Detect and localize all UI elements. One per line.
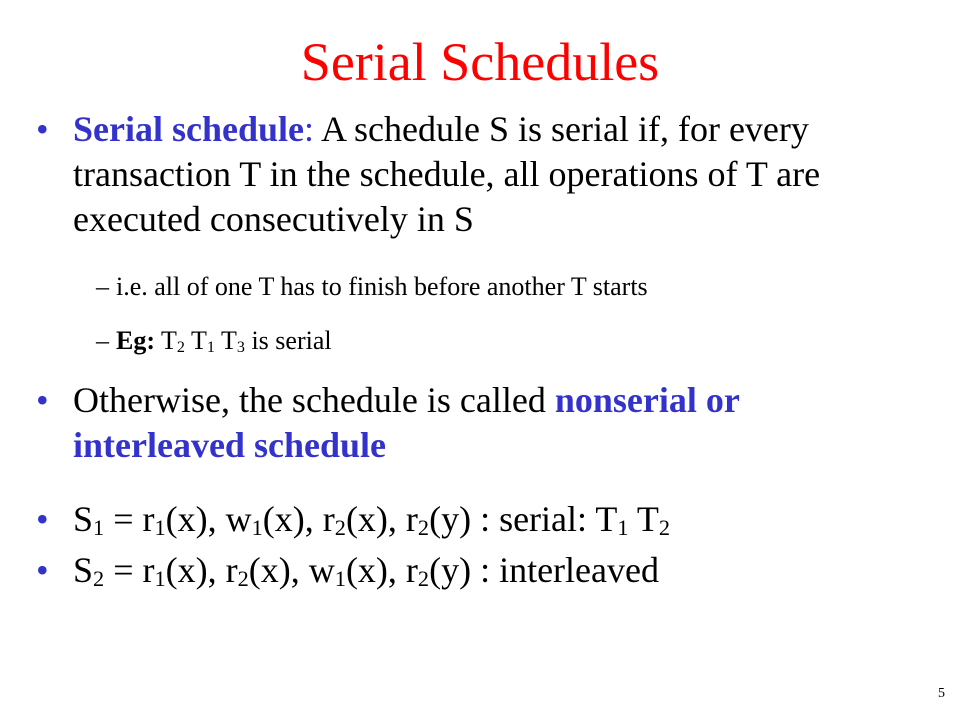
tx-subscript: 2	[176, 338, 185, 356]
op-name: r	[322, 499, 335, 539]
order-tx: T	[636, 499, 659, 539]
term-serial-schedule: Serial schedule	[73, 109, 304, 149]
schedule-subscript: 1	[93, 515, 105, 541]
page-number: 5	[938, 686, 945, 701]
bullet-text	[73, 107, 916, 242]
bullet-marker: •	[36, 550, 49, 590]
op-arg: (y)	[429, 499, 472, 539]
op-tx: 2	[334, 515, 346, 541]
op-name: r	[142, 499, 155, 539]
schedule-subscript: 2	[93, 566, 105, 592]
schedule-name: S	[73, 499, 94, 539]
op-tx: 1	[251, 515, 263, 541]
bullet-schedule-s2	[36, 548, 916, 593]
order-subscript: 1	[617, 515, 629, 541]
bullet-nonserial	[36, 378, 916, 468]
op-tx: 1	[334, 566, 346, 592]
bullet-marker: •	[36, 109, 49, 149]
tx-name: T	[221, 326, 237, 355]
bullet-serial-definition	[36, 107, 916, 242]
equals-sign: =	[104, 550, 143, 590]
sub-bullet-text	[116, 325, 916, 357]
sub-bullet-text: i.e. all of one T has to finish before another T starts	[116, 272, 648, 301]
op-arg: (y)	[429, 550, 472, 590]
tx-subscript: 3	[236, 338, 245, 356]
tx-name: T	[191, 326, 207, 355]
example-tail: is serial	[244, 326, 332, 355]
op-sep: ,	[387, 550, 406, 590]
bullet-marker: •	[36, 499, 49, 539]
equals-sign: =	[104, 499, 143, 539]
term-colon: :	[304, 109, 315, 149]
order-subscript: 2	[658, 515, 671, 541]
op-arg: (x)	[165, 499, 208, 539]
tx-subscript: 1	[206, 338, 215, 356]
sub-bullet-finish-before	[96, 271, 916, 303]
slide-title: Serial Schedules	[300, 32, 660, 92]
schedule-s2-text	[73, 548, 916, 593]
op-sep: ,	[304, 499, 323, 539]
op-name: r	[405, 499, 418, 539]
op-sep: ,	[290, 550, 309, 590]
order-sep	[629, 499, 637, 539]
op-sep: ,	[207, 550, 226, 590]
sub-bullet-example	[96, 325, 916, 357]
bullet-marker: •	[36, 380, 49, 420]
op-arg: (x)	[248, 550, 291, 590]
nonserial-intro: Otherwise, the schedule is called	[73, 380, 555, 420]
op-tx: 1	[154, 566, 166, 592]
op-name: r	[142, 550, 155, 590]
op-arg: (x)	[165, 550, 208, 590]
schedule-result: : interleaved	[471, 550, 659, 590]
definition-text: A schedule S is serial if, for every transaction T in the schedule, all operations of T are executed consecutively in S	[73, 109, 821, 239]
bullet-schedule-s1	[36, 497, 916, 542]
op-sep: ,	[207, 499, 226, 539]
order-tx: T	[595, 499, 618, 539]
op-tx: 1	[154, 515, 166, 541]
bullet-text	[73, 378, 916, 468]
dash-marker: –	[96, 272, 109, 301]
op-name: r	[225, 550, 238, 590]
op-name: w	[308, 550, 335, 590]
op-arg: (x)	[345, 550, 388, 590]
example-label: Eg:	[116, 326, 155, 355]
op-name: r	[405, 550, 418, 590]
tx-name: T	[161, 326, 177, 355]
schedule-name: S	[73, 550, 94, 590]
schedule-s1-text	[73, 497, 916, 542]
op-name: w	[225, 499, 252, 539]
dash-marker: –	[96, 326, 109, 355]
op-tx: 2	[417, 566, 430, 592]
schedule-result: : serial:	[471, 499, 596, 539]
op-tx: 2	[237, 566, 249, 592]
op-arg: (x)	[345, 499, 388, 539]
op-tx: 2	[417, 515, 430, 541]
op-arg: (x)	[262, 499, 305, 539]
term-nonserial: nonserial or interleaved schedule	[73, 380, 740, 465]
op-sep: ,	[387, 499, 406, 539]
